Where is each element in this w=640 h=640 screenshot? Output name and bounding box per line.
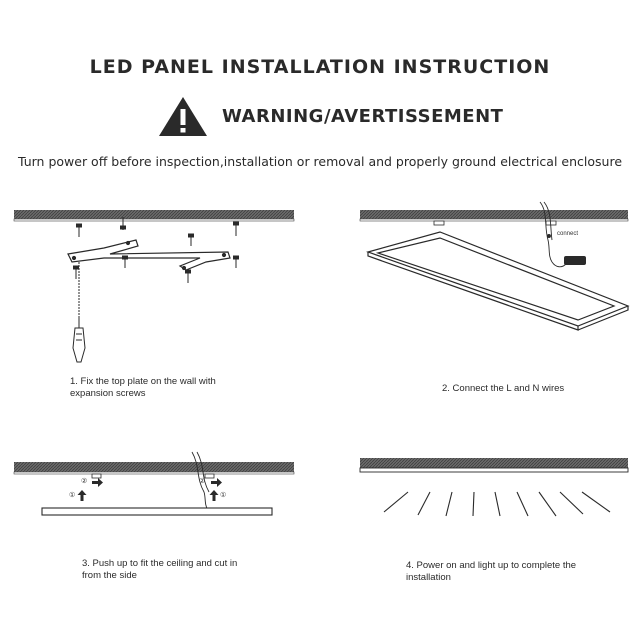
step4-caption: 4. Power on and light up to complete the installation	[406, 560, 577, 583]
light-rays-icon	[384, 492, 610, 516]
warning-heading: WARNING/AVERTISSEMENT	[222, 106, 504, 127]
step-marker: ①	[69, 492, 76, 499]
step-marker: ②	[199, 478, 206, 485]
step2-caption: 2. Connect the L and N wires	[442, 383, 565, 394]
connect-callout: connect	[557, 231, 579, 237]
step3-caption: 3. Push up to fit the ceiling and cut in from the side	[82, 558, 238, 581]
step-marker: ②	[81, 478, 88, 485]
step1-caption: 1. Fix the top plate on the wall with expansion screws	[70, 376, 216, 399]
ceiling-slab	[360, 458, 628, 472]
safety-notice: Turn power off before inspection,installation or removal and properly ground electrical enclosure	[17, 154, 623, 169]
step-marker: ①	[220, 492, 227, 499]
page-title: LED PANEL INSTALLATION INSTRUCTION	[89, 56, 551, 78]
